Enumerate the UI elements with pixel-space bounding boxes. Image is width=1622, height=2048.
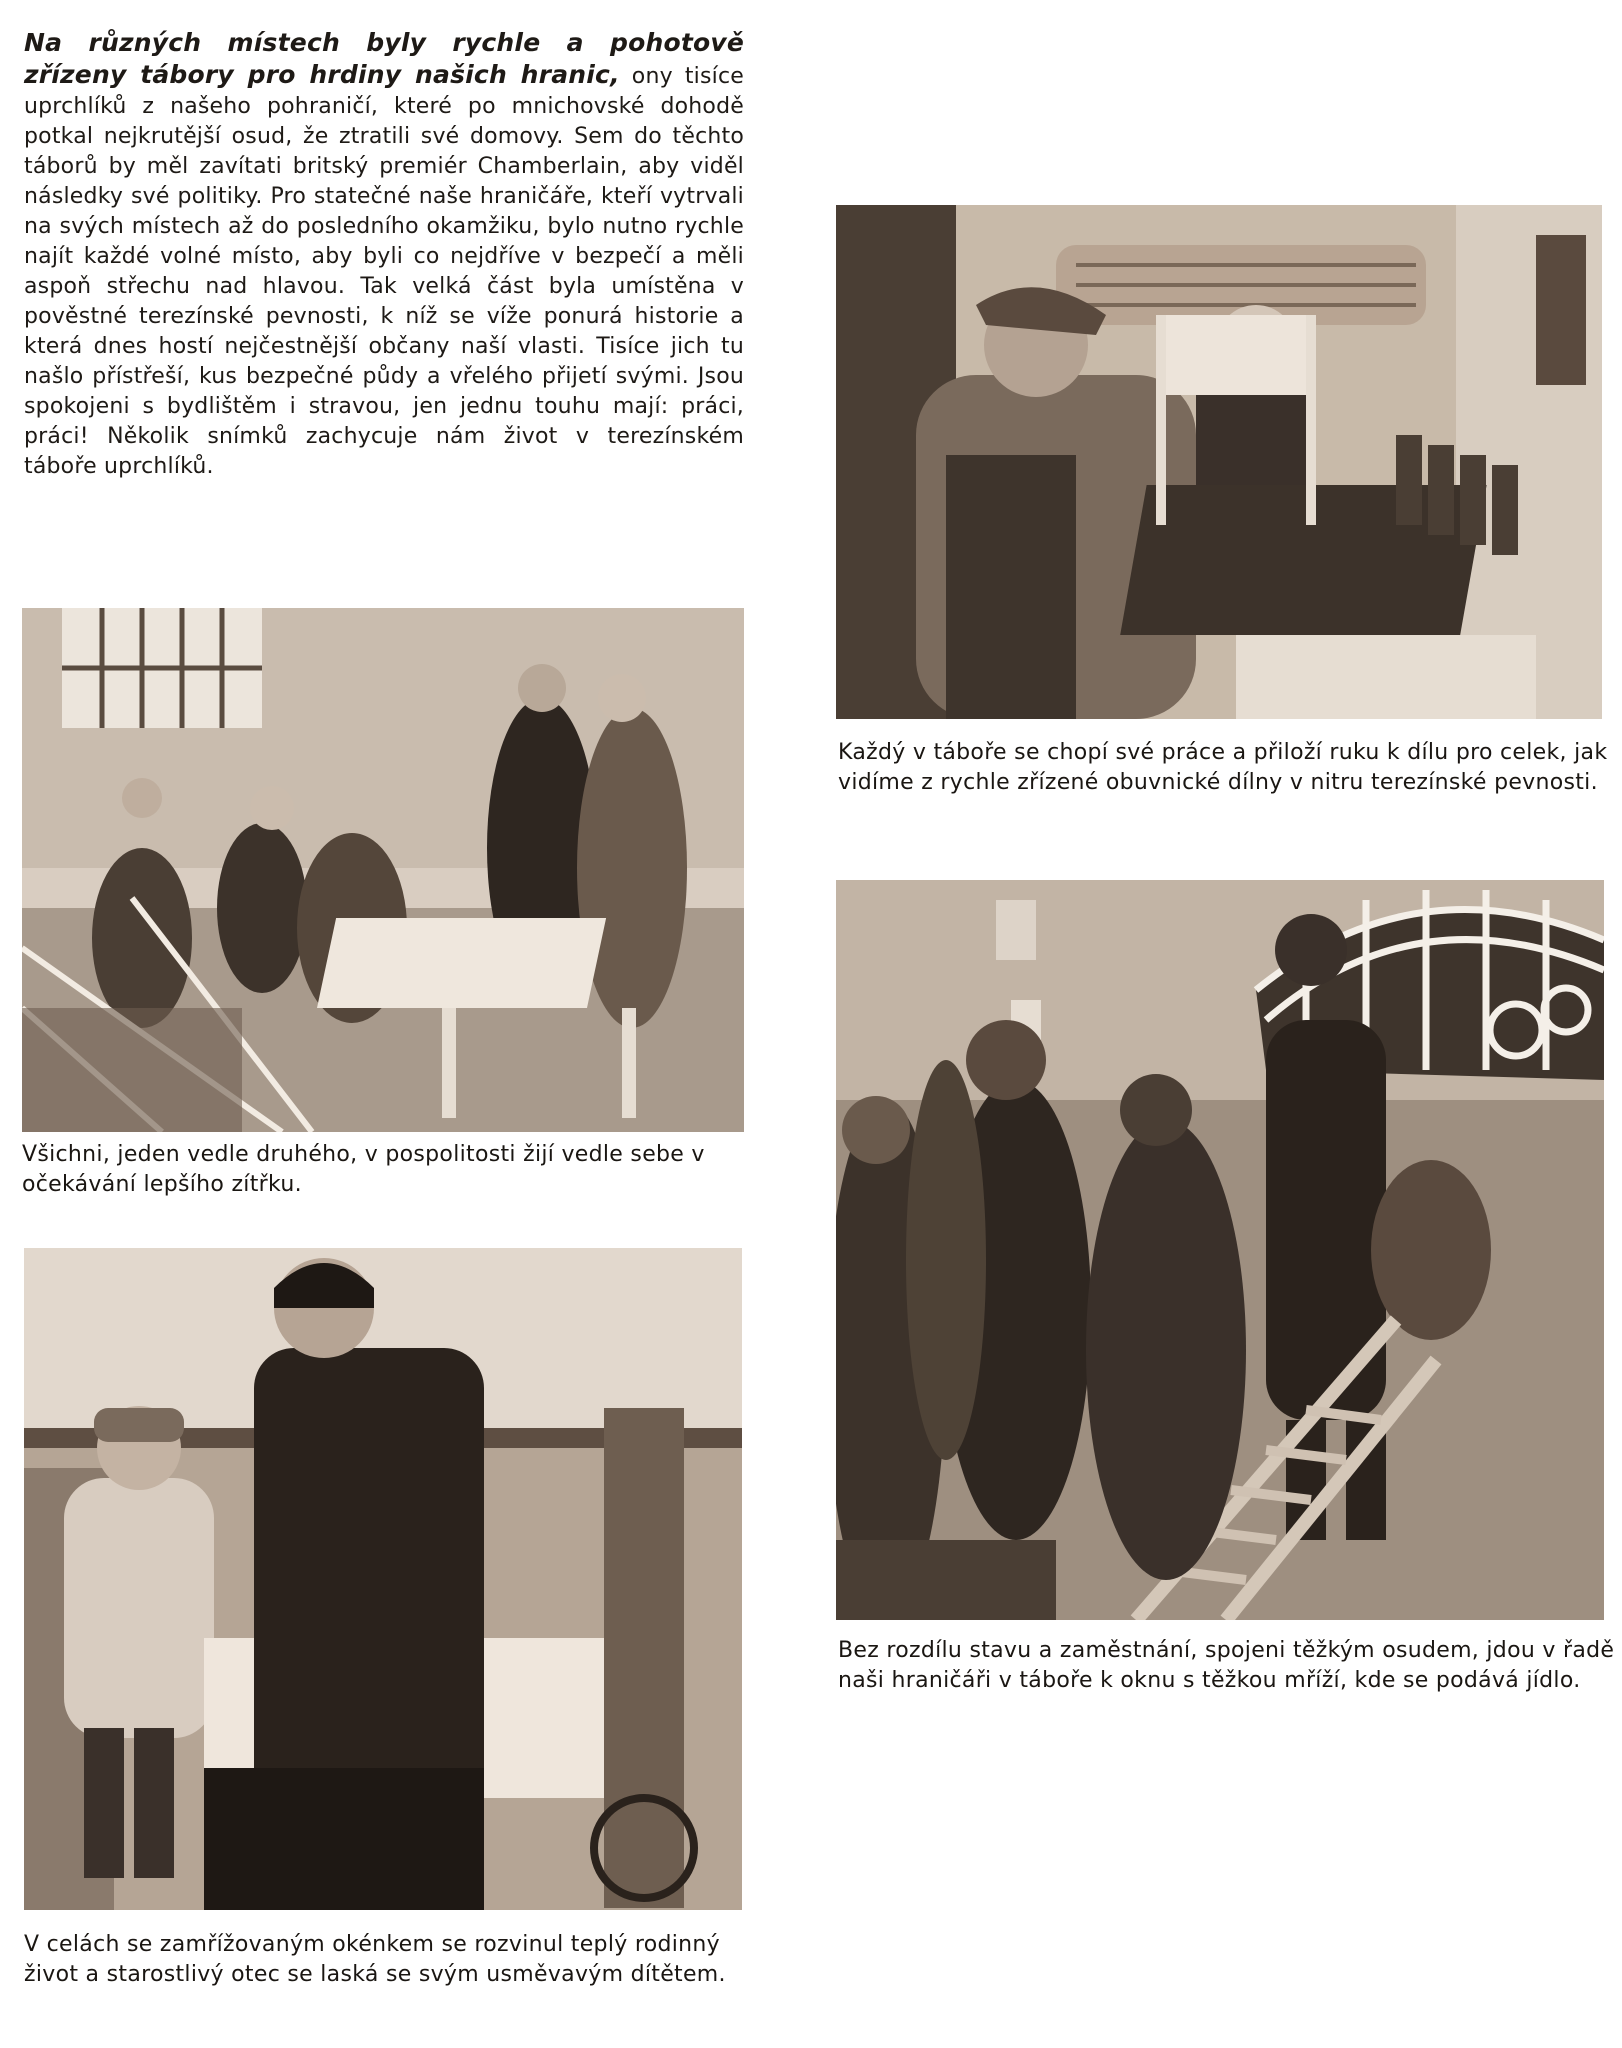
photo-food-queue (836, 880, 1604, 1620)
caption-shoemaker-workshop: Každý v táboře se chopí své práce a přiloží ruku k dílu pro celek, jak vidíme z rychle zřízené obuvnické dílny v nitru terezínské pevnosti. (838, 740, 1608, 795)
caption-food-queue: Bez rozdílu stavu a zaměstnání, spojeni těžkým osudem, jdou v řadě naši hraničáři v táboře k oknu s těžkou mříží, kde se podává jídlo. (838, 1638, 1615, 1693)
caption-father-child: V celách se zamřížovaným okénkem se rozvinul teplý rodinný život a starostlivý otec se laská se svým usměvavým dítětem. (24, 1932, 726, 1987)
caption-refugee-room: Všichni, jeden vedle druhého, v pospolitosti žijí vedle sebe v očekávání lepšího zítřku. (22, 1142, 705, 1197)
intro-lead: Na různých místech byly rychle a pohotově zřízeny tábory pro hrdiny našich hranic, (24, 28, 744, 89)
photo-shoemaker-workshop (836, 205, 1602, 719)
intro-body: ony tisíce uprchlíků z našeho pohraničí, které po mnichovské dohodě potkal nejkrutější osud, že ztratili své domovy. Sem do těchto táborů by měl zavítati britský premiér Chamberlain, aby viděl následky své politiky. Pro statečné naše hraničáře, kteří vytrvali na svých místech až do posledního okamžiku, bylo nutno rychle najít každé volné místo, aby byli co nejdříve v bezpečí a měli aspoň střechu nad hlavou. Tak velká část byla umístěna v pověstné terezínské pevnosti, k níž se víže ponurá historie a která dnes hostí nejčestnější občany naší vlasti. Tisíce jich tu našlo přístřeší, kus bezpečné půdy a vřelého přijetí svými. Jsou spokojeni s bydlištěm i stravou, jen jednu touhu mají: práci, práci! Několik snímků zachycuje nám život v terezínském táboře uprchlíků. (24, 64, 744, 479)
photo-father-child (24, 1248, 742, 1910)
photo-refugee-room (22, 608, 744, 1132)
intro-paragraph (24, 28, 744, 482)
